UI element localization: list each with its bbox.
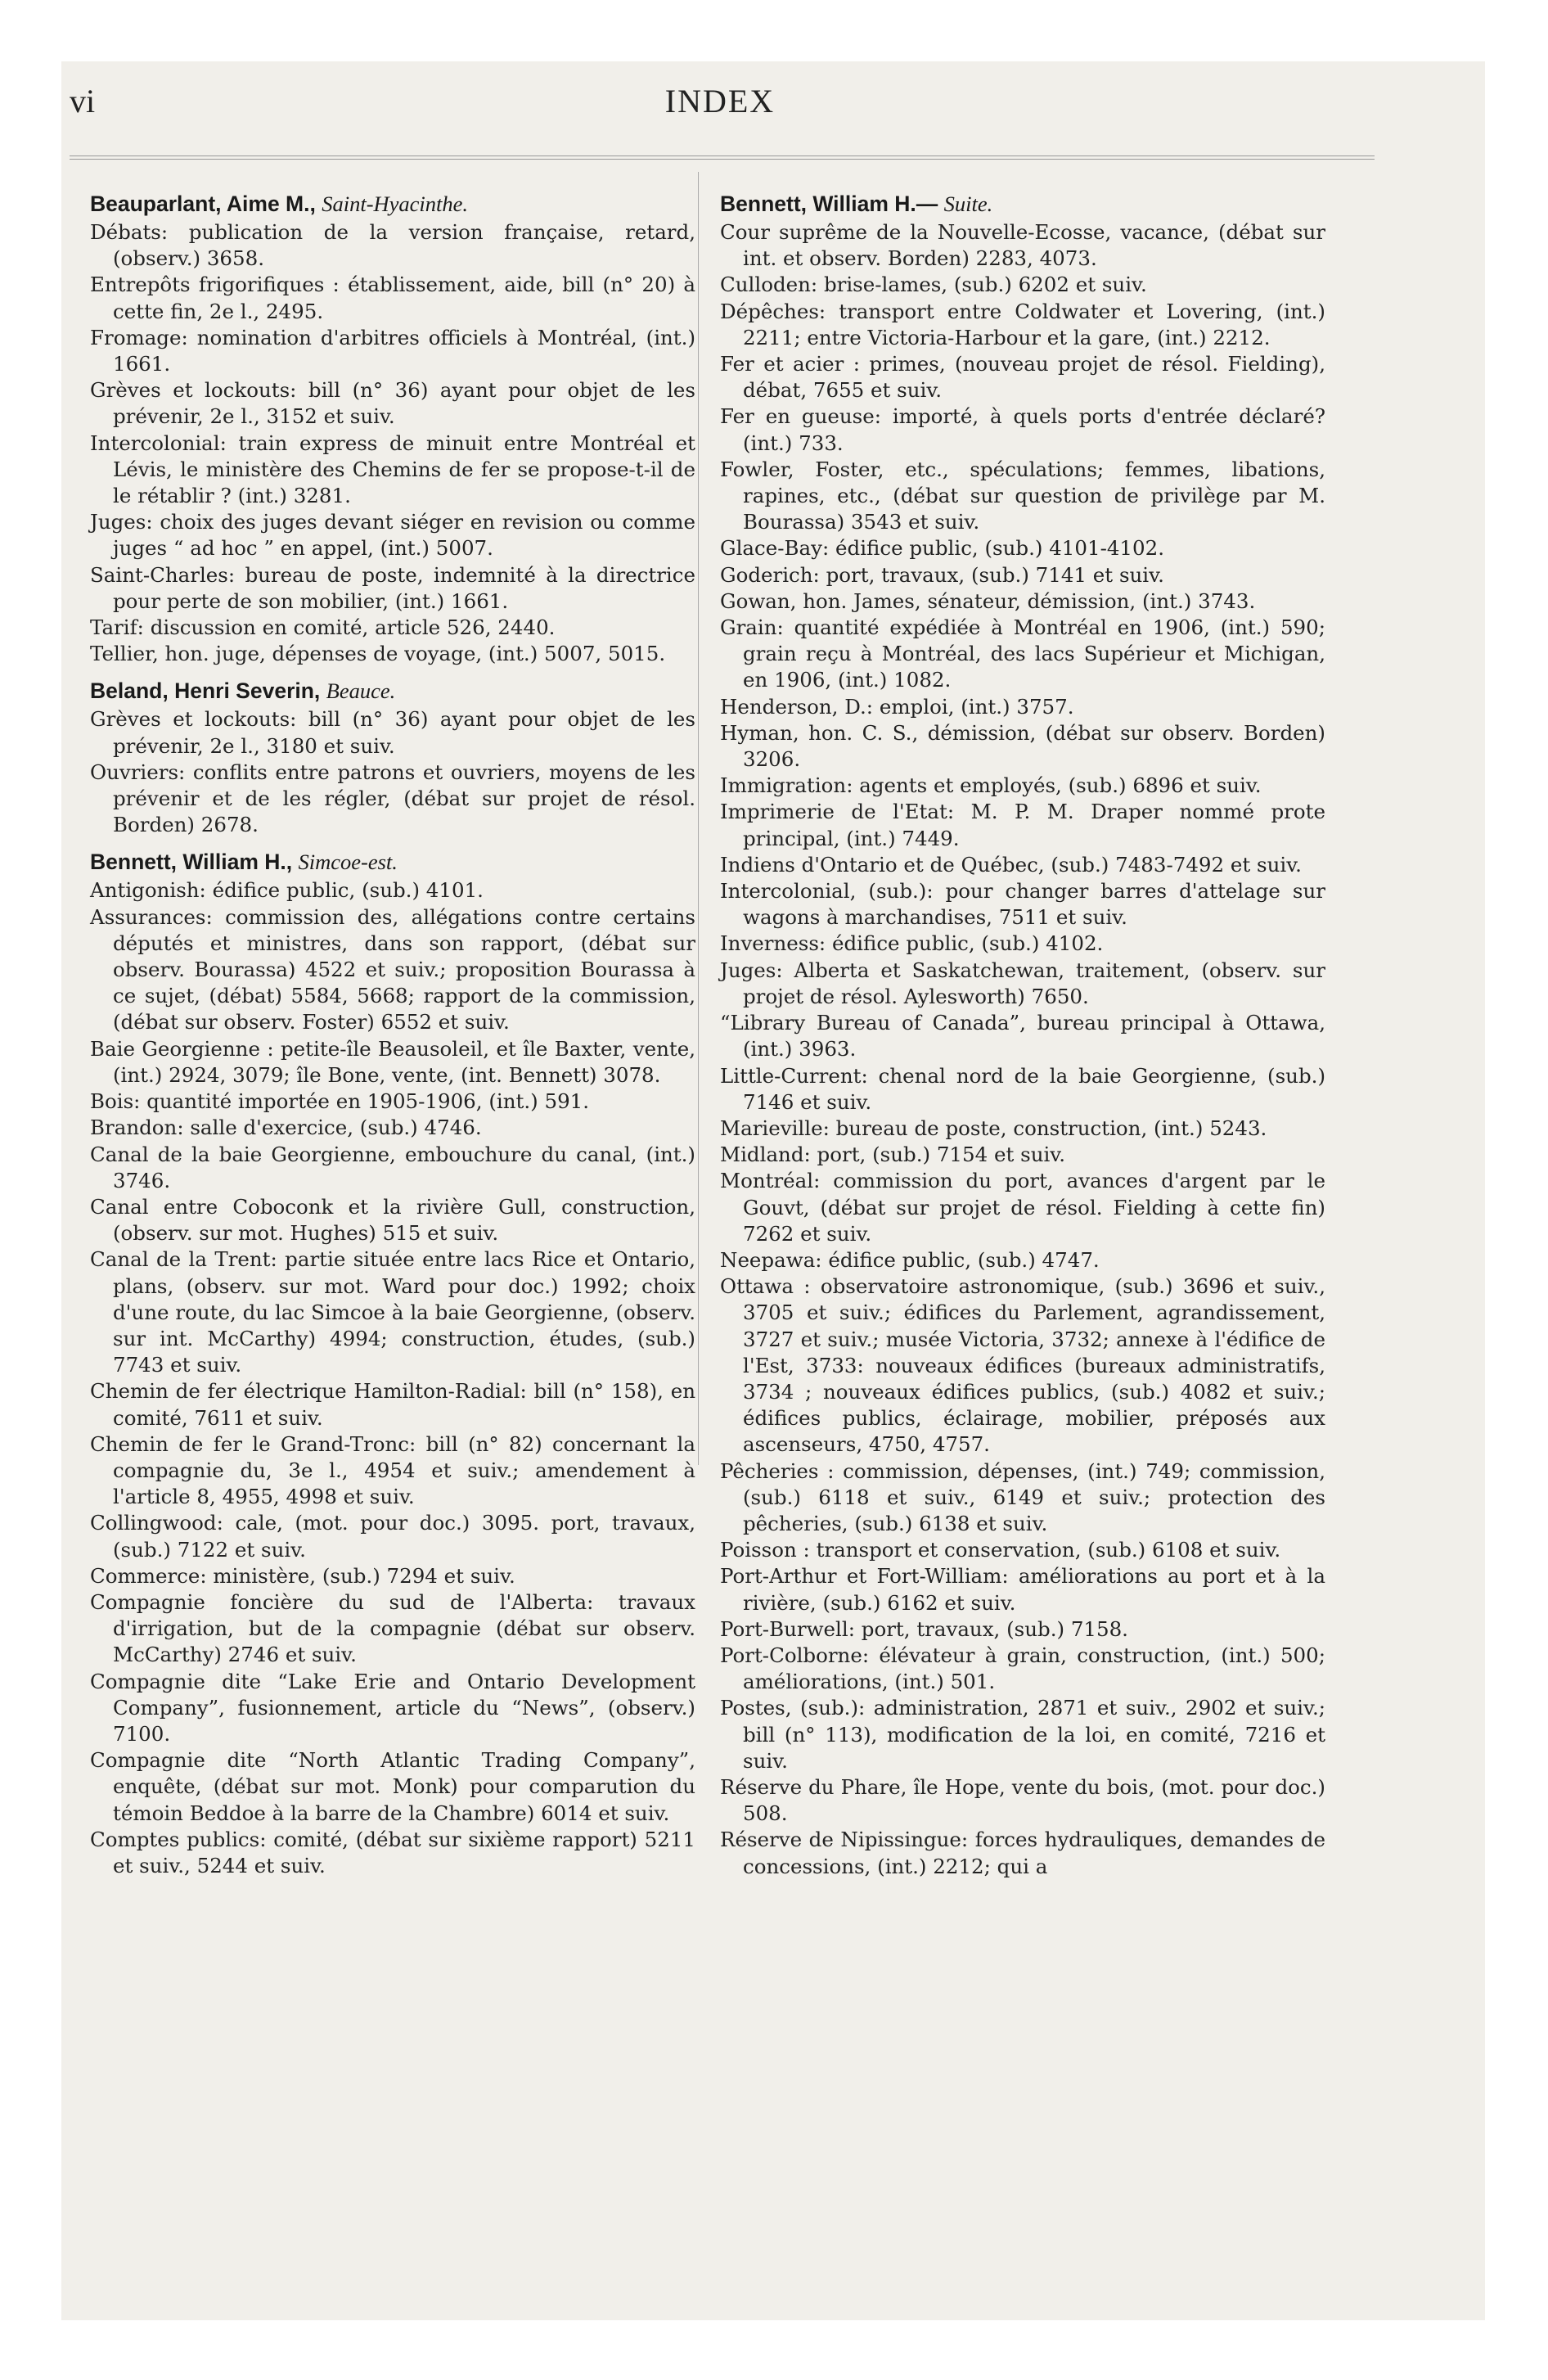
index-subentry: Goderich: port, travaux, (sub.) 7141 et suiv. xyxy=(720,562,1164,587)
index-subentry: Saint-Charles: bureau de poste, indemnité à la directrice pour perte de son mobilier, (int.) 1661. xyxy=(90,562,695,613)
index-subentry: Fromage: nomination d'arbitres officiels à Montréal, (int.) 1661. xyxy=(90,325,695,376)
index-subentry: Poisson : transport et conservation, (sub.) 6108 et suiv. xyxy=(720,1538,1281,1562)
index-subentry: Port-Burwell: port, travaux, (sub.) 7158. xyxy=(720,1616,1128,1641)
page-number: vi xyxy=(70,83,96,119)
entry-name: Bennett, William H.— xyxy=(720,192,944,216)
index-subentry: Collingwood: cale, (mot. pour doc.) 3095. port, travaux, (sub.) 7122 et suiv. xyxy=(90,1511,695,1562)
index-subentry: Grèves et lockouts: bill (n° 36) ayant pour objet de les prévenir, 2e l., 3152 et suiv. xyxy=(90,378,695,429)
index-subentry: Midland: port, (sub.) 7154 et suiv. xyxy=(720,1143,1066,1167)
running-title: INDEX xyxy=(664,83,776,119)
index-subentry: Inverness: édifice public, (sub.) 4102. xyxy=(720,931,1104,956)
index-subentry: Port-Colborne: élévateur à grain, construction, (int.) 500; améliorations, (int.) 501. xyxy=(720,1643,1325,1694)
index-subentry: Indiens d'Ontario et de Québec, (sub.) 7483-7492 et suiv. xyxy=(720,852,1302,877)
index-subentry: Gowan, hon. James, sénateur, démission, (int.) 3743. xyxy=(720,588,1256,613)
column-divider xyxy=(698,172,699,1465)
index-subentry: Culloden: brise-lames, (sub.) 6202 et suiv. xyxy=(720,273,1147,297)
index-subentry: Commerce: ministère, (sub.) 7294 et suiv. xyxy=(90,1563,515,1588)
index-subentry: Hyman, hon. C. S., démission, (débat sur observ. Borden) 3206. xyxy=(720,720,1325,772)
index-subentry: Chemin de fer électrique Hamilton-Radial: bill (n° 158), en comité, 7611 et suiv. xyxy=(90,1379,695,1430)
entry-name: Beland, Henri Severin, xyxy=(90,678,326,704)
index-subentry: Henderson, D.: emploi, (int.) 3757. xyxy=(720,694,1074,719)
index-subentry: Antigonish: édifice public, (sub.) 4101. xyxy=(90,878,484,903)
index-subentry: Intercolonial: train express de minuit entre Montréal et Lévis, le ministère des Chemins de fer se propose-t-il de le rétablir ? (int.) 3281. xyxy=(90,430,695,508)
entry-riding: Simcoe-est. xyxy=(298,850,398,875)
index-subentry: Postes, (sub.): administration, 2871 et suiv., 2902 et suiv.; bill (n° 113), modification de la loi, en comité, 7216 et suiv. xyxy=(720,1696,1325,1773)
index-subentry: Fer et acier : primes, (nouveau projet de résol. Fielding), débat, 7655 et suiv. xyxy=(720,352,1325,403)
index-entry-heading xyxy=(90,848,695,876)
index-subentry: Réserve de Nipissingue: forces hydrauliques, demandes de concessions, (int.) 2212; qui a xyxy=(720,1828,1325,1878)
index-subentry: Comptes publics: comité, (débat sur sixième rapport) 5211 et suiv., 5244 et suiv. xyxy=(90,1827,695,1877)
page-header xyxy=(70,82,1370,139)
index-subentry: Marieville: bureau de poste, construction, (int.) 5243. xyxy=(720,1116,1267,1140)
index-subentry: Assurances: commission des, allégations contre certains députés et ministres, dans son rapport, (débat sur observ. Bourassa) 4522 et suiv.; proposition Bourassa à ce sujet, (débat) 5584, 5668; rapport de la commission, (débat sur observ. Foster) 6552 et suiv. xyxy=(90,904,695,1034)
index-subentry: Montréal: commission du port, avances d'argent par le Gouvt, (débat sur projet de résol. Fielding à cette fin) 7262 et suiv. xyxy=(720,1169,1325,1246)
index-subentry: Fowler, Foster, etc., spéculations; femmes, libations, rapines, etc., (débat sur question de privilège par M. Bourassa) 3543 et suiv. xyxy=(720,457,1325,534)
index-subentry: Neepawa: édifice public, (sub.) 4747. xyxy=(720,1247,1100,1272)
index-subentry: Bois: quantité importée en 1905-1906, (int.) 591. xyxy=(90,1089,590,1114)
index-subentry: Juges: Alberta et Saskatchewan, traitement, (observ. sur projet de résol. Aylesworth) 7650. xyxy=(720,958,1325,1008)
entry-name: Bennett, William H., xyxy=(90,850,299,875)
index-subentry: Imprimerie de l'Etat: M. P. M. Draper nommé prote principal, (int.) 7449. xyxy=(720,800,1325,850)
right-column xyxy=(720,190,1325,1880)
entry-riding: Suite. xyxy=(943,192,993,216)
index-subentry: Ottawa : observatoire astronomique, (sub.) 3696 et suiv., 3705 et suiv.; édifices du Parlement, agrandissement, 3727 et suiv.; musée Victoria, 3732; annexe à l'édifice de l'Est, 3733: nouveaux édifices (bureaux administratifs, 3734 ; nouveaux édifices publics, (sub.) 4082 et suiv.; édifices publics, éclairage, mobilier, préposés aux ascenseurs, 4750, 4757. xyxy=(720,1274,1325,1457)
index-subentry: “Library Bureau of Canada”, bureau principal à Ottawa, (int.) 3963. xyxy=(720,1011,1325,1062)
index-subentry: Réserve du Phare, île Hope, vente du bois, (mot. pour doc.) 508. xyxy=(720,1774,1325,1826)
index-subentry: Compagnie dite “Lake Erie and Ontario Development Company”, fusionnement, article du “News”, (observ.) 7100. xyxy=(90,1669,695,1746)
index-entry-heading xyxy=(90,677,695,705)
index-subentry: Pêcheries : commission, dépenses, (int.) 749; commission, (sub.) 6118 et suiv., 6149 et suiv.; protection des pêcheries, (sub.) 6138 et suiv. xyxy=(720,1458,1325,1535)
index-subentry: Ouvriers: conflits entre patrons et ouvriers, moyens de les prévenir et de les régler, (débat sur projet de résol. Borden) 2678. xyxy=(90,760,695,837)
index-subentry: Cour suprême de la Nouvelle-Ecosse, vacance, (débat sur int. et observ. Borden) 2283, 4073. xyxy=(720,220,1325,271)
index-subentry: Immigration: agents et employés, (sub.) 6896 et suiv. xyxy=(720,773,1262,798)
entry-riding: Beauce. xyxy=(326,678,396,704)
index-subentry: Fer en gueuse: importé, à quels ports d'entrée déclaré? (int.) 733. xyxy=(720,404,1325,455)
index-subentry: Entrepôts frigorifiques : établissement, aide, bill (n° 20) à cette fin, 2e l., 2495. xyxy=(90,273,695,323)
index-subentry: Tarif: discussion en comité, article 526, 2440. xyxy=(90,615,556,640)
entry-riding: Saint-Hyacinthe. xyxy=(322,192,469,216)
index-subentry: Chemin de fer le Grand-Tronc: bill (n° 82) concernant la compagnie du, 3e l., 4954 et suiv.; amendement à l'article 8, 4955, 4998 et suiv. xyxy=(90,1431,695,1509)
index-subentry: Tellier, hon. juge, dépenses de voyage, (int.) 5007, 5015. xyxy=(90,642,666,666)
index-subentry: Débats: publication de la version française, retard, (observ.) 3658. xyxy=(90,220,695,271)
index-entry-heading xyxy=(720,190,1325,218)
index-subentry: Canal de la baie Georgienne, embouchure du canal, (int.) 3746. xyxy=(90,1142,695,1192)
index-subentry: Compagnie foncière du sud de l'Alberta: travaux d'irrigation, but de la compagnie (débat sur observ. McCarthy) 2746 et suiv. xyxy=(90,1589,695,1667)
index-subentry: Compagnie dite “North Atlantic Trading Company”, enquête, (débat sur mot. Monk) pour comparution du témoin Beddoe à la barre de la Chambre) 6014 et suiv. xyxy=(90,1748,695,1825)
index-subentry: Intercolonial, (sub.): pour changer barres d'attelage sur wagons à marchandises, 7511 et suiv. xyxy=(720,879,1325,930)
index-subentry: Canal de la Trent: partie située entre lacs Rice et Ontario, plans, (observ. sur mot. Ward pour doc.) 1992; choix d'une route, du lac Simcoe à la baie Georgienne, (observ. sur int. McCarthy) 4994; construction, études, (sub.) 7743 et suiv. xyxy=(90,1247,695,1377)
index-entry-heading xyxy=(90,190,695,218)
index-subentry: Juges: choix des juges devant siéger en revision ou comme juges “ ad hoc ” en appel, (int.) 5007. xyxy=(90,510,695,561)
index-subentry: Port-Arthur et Fort-William: améliorations au port et à la rivière, (sub.) 6162 et suiv. xyxy=(720,1564,1325,1615)
header-rule xyxy=(70,156,1375,160)
index-subentry: Grain: quantité expédiée à Montréal en 1906, (int.) 590; grain reçu à Montréal, des lacs Supérieur et Michigan, en 1906, (int.) 1082. xyxy=(720,615,1325,692)
index-subentry: Grèves et lockouts: bill (n° 36) ayant pour objet de les prévenir, 2e l., 3180 et suiv. xyxy=(90,707,695,758)
index-subentry: Glace-Bay: édifice public, (sub.) 4101-4102. xyxy=(720,536,1164,561)
index-subentry: Baie Georgienne : petite-île Beausoleil, et île Baxter, vente, (int.) 2924, 3079; île Bone, vente, (int. Bennett) 3078. xyxy=(90,1036,695,1087)
entry-name: Beauparlant, Aime M., xyxy=(90,192,322,216)
index-subentry: Little-Current: chenal nord de la baie Georgienne, (sub.) 7146 et suiv. xyxy=(720,1063,1325,1114)
index-subentry: Brandon: salle d'exercice, (sub.) 4746. xyxy=(90,1116,482,1140)
left-column xyxy=(90,190,695,1879)
index-subentry: Canal entre Coboconk et la rivière Gull, construction, (observ. sur mot. Hughes) 515 et suiv. xyxy=(90,1194,695,1246)
index-subentry: Dépêches: transport entre Coldwater et Lovering, (int.) 2211; entre Victoria-Harbour et la gare, (int.) 2212. xyxy=(720,299,1325,349)
